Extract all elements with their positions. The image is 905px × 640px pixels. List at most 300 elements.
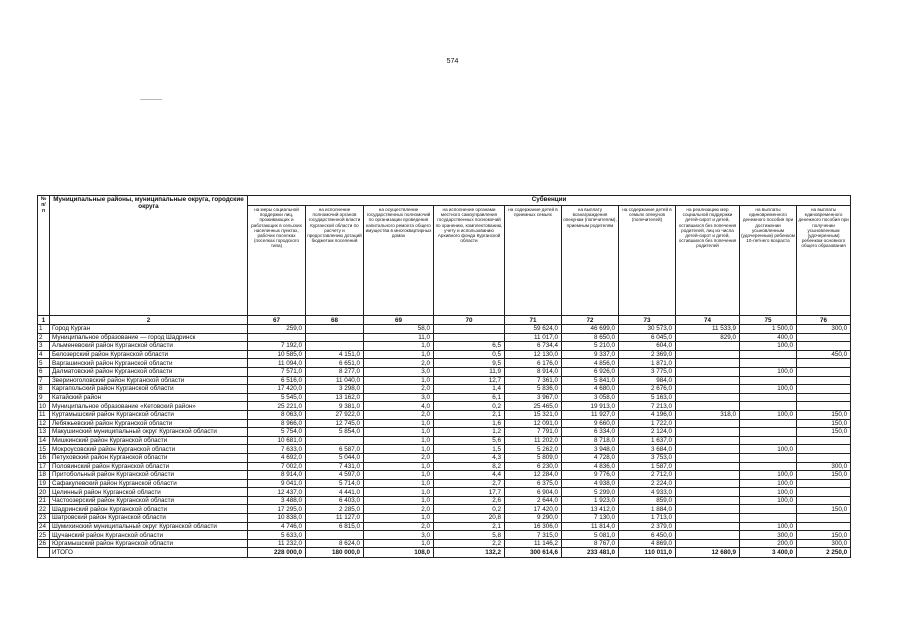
table-row (38, 333, 851, 342)
subvention-value: 100,0 (740, 367, 797, 376)
subvention-value: 4 836,0 (562, 462, 619, 471)
table-row (38, 496, 851, 505)
subvention-value: 318,0 (676, 410, 740, 419)
subvention-value: 5 262,0 (505, 445, 562, 454)
subvention-value: 1 637,0 (619, 436, 676, 445)
subvention-value (306, 325, 364, 334)
subvention-value: 5 163,0 (619, 393, 676, 402)
subvention-value: 6 375,0 (505, 479, 562, 488)
municipality-name: Петуховский район Курганской области (50, 453, 248, 462)
table-row (38, 325, 851, 334)
subvention-value (740, 514, 797, 523)
subvention-value: 3 948,0 (562, 445, 619, 454)
subvention-value: 11 232,0 (248, 539, 306, 548)
subvention-value: 100,0 (740, 488, 797, 497)
subvention-value: 6,5 (434, 342, 505, 351)
subvention-value: 984,0 (619, 376, 676, 385)
subvention-value (676, 522, 740, 531)
subvention-value: 1,0 (364, 428, 434, 437)
subvention-value: 8 650,0 (562, 333, 619, 342)
subvention-value (676, 488, 740, 497)
subvention-value: 5 836,0 (505, 385, 562, 394)
subvention-value: 7 431,0 (306, 462, 364, 471)
municipality-name: Альменевский район Курганской области (50, 342, 248, 351)
subvention-value: 2,1 (434, 522, 505, 531)
subvention-value: 15 321,0 (505, 410, 562, 419)
column-number: 68 (306, 316, 364, 325)
subventions-table (37, 195, 851, 558)
subvention-value: 58,0 (364, 325, 434, 334)
subvention-value: 1,0 (364, 419, 434, 428)
row-number: 16 (38, 453, 50, 462)
total-value: 12 680,9 (676, 548, 740, 558)
column-number: 69 (364, 316, 434, 325)
subvention-value: 859,0 (619, 496, 676, 505)
subvention-value: 17 295,0 (248, 505, 306, 514)
subvention-value: 100,0 (740, 410, 797, 419)
subvention-value: 7 571,0 (248, 367, 306, 376)
municipality-name: Частоозерский район Курганской области (50, 496, 248, 505)
subvention-value (676, 376, 740, 385)
subvention-value: 11 927,0 (562, 410, 619, 419)
subvention-value: 3 753,0 (619, 453, 676, 462)
subvention-value: 2,0 (364, 359, 434, 368)
subvention-value: 5 081,0 (562, 531, 619, 540)
column-number: 71 (505, 316, 562, 325)
subheader-68: на исполнение полномочий органов государственной власти Курганской области по расчету и предоставлению дотаций бюджетам поселений (306, 206, 364, 316)
subvention-value: 1,0 (364, 342, 434, 351)
subvention-value: 100,0 (740, 342, 797, 351)
subvention-value: 150,0 (797, 419, 851, 428)
subvention-value: 7 192,0 (248, 342, 306, 351)
subvention-value: 100,0 (740, 385, 797, 394)
subvention-value: 3,0 (364, 531, 434, 540)
subvention-value: 11 146,2 (505, 539, 562, 548)
subvention-value: 150,0 (797, 410, 851, 419)
row-number: 10 (38, 402, 50, 411)
subvention-value: 1 500,0 (740, 325, 797, 334)
subvention-value (676, 342, 740, 351)
subvention-value: 5 841,0 (562, 376, 619, 385)
subvention-value: 4 856,0 (562, 359, 619, 368)
subvention-value: 8 277,0 (306, 367, 364, 376)
subvention-value: 4 196,0 (619, 410, 676, 419)
table-row (38, 419, 851, 428)
subvention-value: 59 624,0 (505, 325, 562, 334)
column-number: 74 (676, 316, 740, 325)
subvention-value: 17 420,0 (505, 505, 562, 514)
subvention-value (797, 359, 851, 368)
subvention-value: 6 403,0 (306, 496, 364, 505)
subvention-value: 100,0 (740, 479, 797, 488)
column-number: 72 (562, 316, 619, 325)
subvention-value: 1 923,0 (562, 496, 619, 505)
municipality-name: Город Курган (50, 325, 248, 334)
subvention-value (248, 333, 306, 342)
subvention-value: 5 044,0 (306, 453, 364, 462)
row-number: 19 (38, 479, 50, 488)
subvention-value: 2,1 (434, 410, 505, 419)
row-number: 23 (38, 514, 50, 523)
subvention-value (740, 359, 797, 368)
municipality-name: Звериноголовский район Курганской области (50, 376, 248, 385)
subvention-value: 3 967,0 (505, 393, 562, 402)
subvention-value: 7 791,0 (505, 428, 562, 437)
subvention-value: 9 381,0 (306, 402, 364, 411)
subvention-value: 8 966,0 (248, 419, 306, 428)
subvention-value: 300,0 (740, 531, 797, 540)
subvention-value: 300,0 (797, 539, 851, 548)
table-row (38, 462, 851, 471)
subvention-value (797, 453, 851, 462)
subvention-value: 150,0 (797, 428, 851, 437)
subvention-value: 2,0 (364, 505, 434, 514)
municipality-name: Муниципальное образование — город Шадринск (50, 333, 248, 342)
subvention-value: 6,1 (434, 393, 505, 402)
column-number: 2 (50, 316, 248, 325)
subvention-value: 5,6 (434, 436, 505, 445)
column-number: 75 (740, 316, 797, 325)
subvention-value: 16 306,0 (505, 522, 562, 531)
column-number: 73 (619, 316, 676, 325)
municipality-name: Лебяжьевский район Курганской области (50, 419, 248, 428)
subvention-value: 6 587,0 (306, 445, 364, 454)
subvention-value (797, 479, 851, 488)
subvention-value: 9,5 (434, 359, 505, 368)
subvention-value: 1 587,0 (619, 462, 676, 471)
table-row (38, 522, 851, 531)
subheader-72: на выплату вознаграждения опекунам (попечителям), приемным родителям (562, 206, 619, 316)
column-number: 76 (797, 316, 851, 325)
subvention-value: 0,5 (434, 350, 505, 359)
subvention-value: 11 017,0 (505, 333, 562, 342)
subvention-value: 1,0 (364, 436, 434, 445)
total-value: 132,2 (434, 548, 505, 558)
table-row (38, 410, 851, 419)
row-number: 21 (38, 496, 50, 505)
subvention-value (676, 496, 740, 505)
header-no: № п/п (38, 196, 50, 316)
total-value: 108,0 (364, 548, 434, 558)
subvention-value: 2 285,0 (306, 505, 364, 514)
subvention-value: 400,0 (740, 333, 797, 342)
subvention-value: 13 412,0 (562, 505, 619, 514)
subvention-value (306, 531, 364, 540)
subvention-value (676, 539, 740, 548)
subvention-value: 12,7 (434, 376, 505, 385)
row-number: 13 (38, 428, 50, 437)
subvention-value: 150,0 (797, 531, 851, 540)
table-row (38, 445, 851, 454)
subvention-value (740, 402, 797, 411)
subvention-value (676, 428, 740, 437)
total-value: 228 000,0 (248, 548, 306, 558)
row-number: 12 (38, 419, 50, 428)
subvention-value: 4,0 (364, 402, 434, 411)
row-number: 1 (38, 325, 50, 334)
header-subventions: Субвенции (248, 196, 851, 206)
subvention-value: 1,4 (434, 385, 505, 394)
subvention-value: 0,2 (434, 505, 505, 514)
municipality-name: Варгашинский район Курганской области (50, 359, 248, 368)
subvention-value (676, 531, 740, 540)
subvention-value (797, 514, 851, 523)
row-number: 4 (38, 350, 50, 359)
subvention-value: 1,2 (434, 428, 505, 437)
subvention-value: 6 450,0 (619, 531, 676, 540)
total-value: 233 481,0 (562, 548, 619, 558)
table-row (38, 359, 851, 368)
subvention-value: 1,0 (364, 539, 434, 548)
row-number: 6 (38, 367, 50, 376)
subvention-value (306, 333, 364, 342)
subheader-67: на меры социальной поддержки лиц, проживающих и работающих в сельских населенных пунктах, рабочих поселках (поселках городского типа) (248, 206, 306, 316)
subvention-value: 829,0 (676, 333, 740, 342)
subvention-value: 5 854,0 (306, 428, 364, 437)
subvention-value: 12 745,0 (306, 419, 364, 428)
total-value: 3 400,0 (740, 548, 797, 558)
subvention-value: 1 722,0 (619, 419, 676, 428)
subvention-value (797, 333, 851, 342)
subvention-value: 11 202,0 (505, 436, 562, 445)
subvention-value: 11,9 (434, 367, 505, 376)
municipality-name: Куртамышский район Курганской области (50, 410, 248, 419)
subvention-value: 10 585,0 (248, 350, 306, 359)
subvention-value: 150,0 (797, 471, 851, 480)
column-number: 67 (248, 316, 306, 325)
subvention-value (740, 350, 797, 359)
subvention-value (676, 393, 740, 402)
subvention-value: 3 298,0 (306, 385, 364, 394)
subheader-75: на выплаты единовременного денежного пособия при достижении усыновленным (удочеренным) ребенком 10-летнего возраста (740, 206, 797, 316)
subvention-value: 6 904,0 (505, 488, 562, 497)
table-row (38, 367, 851, 376)
row-number: 3 (38, 342, 50, 351)
municipality-name: Целинный район Курганской области (50, 488, 248, 497)
subvention-value: 4,4 (434, 471, 505, 480)
column-number: 1 (38, 316, 50, 325)
subheader-71: на содержание детей в приемных семьях (505, 206, 562, 316)
subvention-value: 9 041,0 (248, 479, 306, 488)
subvention-value: 4 728,0 (562, 453, 619, 462)
subvention-value: 11 533,9 (676, 325, 740, 334)
subvention-value: 6 734,4 (505, 342, 562, 351)
subvention-value: 8 914,0 (248, 471, 306, 480)
subvention-value: 4 869,0 (619, 539, 676, 548)
subvention-value: 1,0 (364, 496, 434, 505)
subvention-value: 7 633,0 (248, 445, 306, 454)
subvention-value: 8 063,0 (248, 410, 306, 419)
subvention-value: 2 379,0 (619, 522, 676, 531)
table-row (38, 376, 851, 385)
municipality-name: Далматовский район Курганской области (50, 367, 248, 376)
subvention-value: 8 767,0 (562, 539, 619, 548)
subvention-value: 25 465,0 (505, 402, 562, 411)
municipality-name: Катайский район (50, 393, 248, 402)
subvention-value: 7 002,0 (248, 462, 306, 471)
subvention-value: 3 775,0 (619, 367, 676, 376)
subvention-value (740, 419, 797, 428)
subvention-value (676, 514, 740, 523)
subvention-value: 8 624,0 (306, 539, 364, 548)
subvention-value: 11,0 (364, 333, 434, 342)
subvention-value: 4 151,0 (306, 350, 364, 359)
subvention-value: 46 699,0 (562, 325, 619, 334)
subvention-value: 7 361,0 (505, 376, 562, 385)
subvention-value: 2 224,0 (619, 479, 676, 488)
subvention-value: 5 299,0 (562, 488, 619, 497)
subvention-value: 6 651,0 (306, 359, 364, 368)
subvention-value: 17 420,0 (248, 385, 306, 394)
subvention-value: 3 058,0 (562, 393, 619, 402)
municipality-name: Мокроусовский район Курганской области (50, 445, 248, 454)
total-row (38, 548, 851, 558)
subvention-value: 2 712,0 (619, 471, 676, 480)
subvention-value: 5 210,0 (562, 342, 619, 351)
subvention-value: 4 938,0 (562, 479, 619, 488)
subvention-value (797, 393, 851, 402)
subvention-value: 1,0 (364, 488, 434, 497)
subvention-value: 2 369,0 (619, 350, 676, 359)
column-number: 70 (434, 316, 505, 325)
table-row (38, 531, 851, 540)
row-number: 18 (38, 471, 50, 480)
subvention-value: 6 334,0 (562, 428, 619, 437)
subvention-value: 10 838,0 (248, 514, 306, 523)
table-row (38, 488, 851, 497)
subvention-value: 11 127,0 (306, 514, 364, 523)
subvention-value: 1 871,0 (619, 359, 676, 368)
subvention-value: 1 713,0 (619, 514, 676, 523)
subvention-value: 1,0 (364, 350, 434, 359)
subvention-value: 7 213,0 (619, 402, 676, 411)
subvention-value: 1,0 (364, 479, 434, 488)
subvention-value (676, 505, 740, 514)
subvention-value: 11 814,0 (562, 522, 619, 531)
table-row (38, 514, 851, 523)
subvention-value: 604,0 (619, 342, 676, 351)
subvention-value: 3 488,0 (248, 496, 306, 505)
total-label: ИТОГО (50, 548, 248, 558)
subheader-69: на осуществление государственных полномочий по организации проведения капитального ремонта общего имущества в многоквартирных домах (364, 206, 434, 316)
subvention-value: 5,8 (434, 531, 505, 540)
subvention-value: 11 040,0 (306, 376, 364, 385)
municipality-name: Каргапольский район Курганской области (50, 385, 248, 394)
subvention-value: 4 680,0 (562, 385, 619, 394)
subvention-value: 2,0 (364, 385, 434, 394)
subvention-value: 10 681,0 (248, 436, 306, 445)
row-number: 24 (38, 522, 50, 531)
municipality-name: Белозерский район Курганской области (50, 350, 248, 359)
subvention-value (676, 462, 740, 471)
subvention-value (740, 376, 797, 385)
subvention-value: 200,0 (740, 539, 797, 548)
subvention-value (797, 445, 851, 454)
subvention-value: 3,0 (364, 393, 434, 402)
subvention-value: 30 573,0 (619, 325, 676, 334)
subvention-value: 450,0 (797, 350, 851, 359)
subvention-value: 11 094,0 (248, 359, 306, 368)
subvention-value: 6 176,0 (505, 359, 562, 368)
municipality-name: Юргамышский район Курганской области (50, 539, 248, 548)
subvention-value (797, 522, 851, 531)
subvention-value: 12 091,0 (505, 419, 562, 428)
municipality-name: Шумихинский муниципальный округ Курганской области (50, 522, 248, 531)
subvention-value: 6 815,0 (306, 522, 364, 531)
column-numbers-row (38, 316, 851, 325)
subvention-value (676, 453, 740, 462)
row-number: 25 (38, 531, 50, 540)
subvention-value (740, 453, 797, 462)
total-value: 110 011,0 (619, 548, 676, 558)
subvention-value: 2,0 (364, 522, 434, 531)
subheader-70: на исполнение органами местного самоуправления государственных полномочий по хранению, комплектованию, учету и использованию Архивного фонда Курганской области (434, 206, 505, 316)
subvention-value: 3,0 (364, 367, 434, 376)
subvention-value (676, 367, 740, 376)
subvention-value (676, 436, 740, 445)
subvention-value (740, 436, 797, 445)
subheader-74: на реализацию мер социальной поддержки детей-сирот и детей, оставшихся без попечения родителей, лиц из числа детей-сирот и детей, оставшихся без попечения родителей (676, 206, 740, 316)
subvention-value: 4 692,0 (248, 453, 306, 462)
row-number: 9 (38, 393, 50, 402)
subvention-value: 2,2 (434, 539, 505, 548)
subvention-value: 5 754,0 (248, 428, 306, 437)
subvention-value: 0,2 (434, 402, 505, 411)
subvention-value (676, 350, 740, 359)
subvention-value: 6 230,0 (505, 462, 562, 471)
subvention-value (434, 333, 505, 342)
subvention-value: 2,0 (364, 410, 434, 419)
row-number: 15 (38, 445, 50, 454)
subvention-value (676, 385, 740, 394)
subvention-value: 20,8 (434, 514, 505, 523)
subvention-value: 12 284,0 (505, 471, 562, 480)
subheader-76: на выплаты единовременного денежного пособия при получении усыновленным (удочеренным) ребенком основного общего образования (797, 206, 851, 316)
municipality-name: Притобольный район Курганской области (50, 471, 248, 480)
table-row (38, 436, 851, 445)
subvention-value (676, 359, 740, 368)
subvention-value: 2 124,0 (619, 428, 676, 437)
table-row (38, 471, 851, 480)
subvention-value: 4 597,0 (306, 471, 364, 480)
subvention-value: 4 746,0 (248, 522, 306, 531)
row-number: 8 (38, 385, 50, 394)
subvention-value: 1,0 (364, 471, 434, 480)
subvention-value: 2,7 (434, 479, 505, 488)
municipality-name: Макушинский муниципальный округ Курганской области (50, 428, 248, 437)
subvention-value: 7 315,0 (505, 531, 562, 540)
table-row (38, 453, 851, 462)
municipality-name: Шадринский район Курганской области (50, 505, 248, 514)
table-row (38, 428, 851, 437)
stray-mark (140, 99, 162, 100)
subvention-value: 1 884,0 (619, 505, 676, 514)
subvention-value: 13 162,0 (306, 393, 364, 402)
subvention-value: 300,0 (797, 462, 851, 471)
subvention-value: 9 337,0 (562, 350, 619, 359)
municipality-name: Половинский район Курганской области (50, 462, 248, 471)
subvention-value: 3 684,0 (619, 445, 676, 454)
subvention-value: 25 221,0 (248, 402, 306, 411)
header-municipality: Муниципальные районы, муниципальные округа, городские округа (50, 196, 248, 316)
subvention-value: 4 933,0 (619, 488, 676, 497)
municipality-name: Щучанский район Курганской области (50, 531, 248, 540)
subvention-value: 7 130,0 (562, 514, 619, 523)
subvention-value: 4,3 (434, 453, 505, 462)
municipality-name: Мишкинский район Курганской области (50, 436, 248, 445)
subvention-value (740, 393, 797, 402)
row-number: 7 (38, 376, 50, 385)
